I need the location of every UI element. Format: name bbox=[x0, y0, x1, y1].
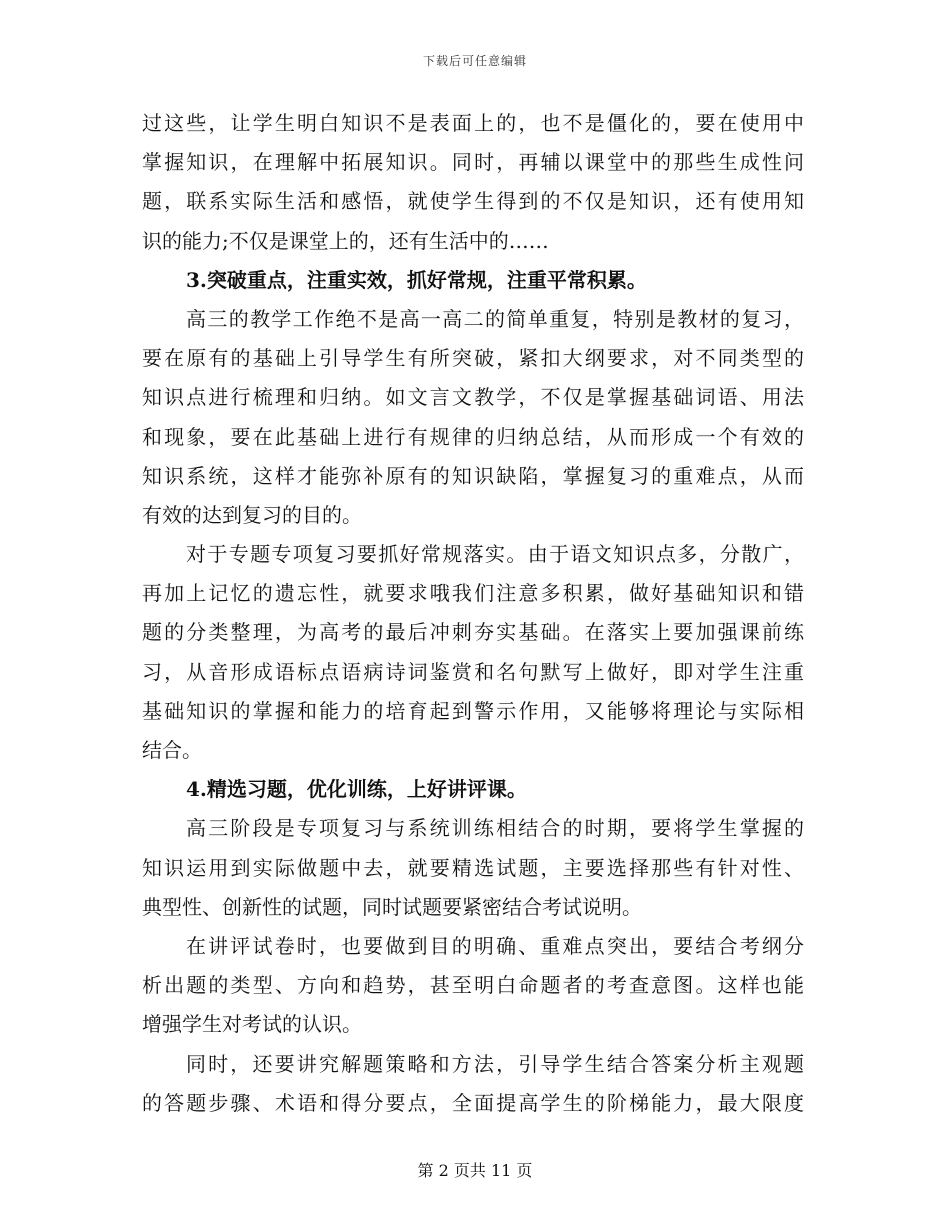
body-line: 习，从音形成语标点语病诗词鉴赏和名句默写上做好，即对学生注重 bbox=[142, 659, 804, 684]
document-body bbox=[142, 104, 804, 1123]
body-line: 要在原有的基础上引导学生有所突破，紧扣大纲要求，对不同类型的 bbox=[142, 346, 804, 371]
body-line: 高三阶段是专项复习与系统训练相结合的时期，要将学生掌握的 bbox=[186, 816, 804, 841]
body-line: 典型性、创新性的试题，同时试题要紧密结合考试说明。 bbox=[142, 894, 642, 919]
section-heading-4: 4.精选习题，优化训练，上好讲评课。 bbox=[186, 777, 527, 802]
section-heading-3: 3.突破重点，注重实效，抓好常规，注重平常积累。 bbox=[186, 267, 647, 292]
body-line: 知识系统，这样才能弥补原有的知识缺陷，掌握复习的重难点，从而 bbox=[142, 463, 804, 488]
body-line: 对于专题专项复习要抓好常规落实。由于语文知识点多，分散广， bbox=[186, 542, 804, 567]
body-line: 再加上记忆的遗忘性，就要求哦我们注意多积累，做好基础知识和错 bbox=[142, 581, 804, 606]
body-line: 和现象，要在此基础上进行有规律的归纳总结，从而形成一个有效的 bbox=[142, 424, 804, 449]
body-line: 基础知识的掌握和能力的培育起到警示作用，又能够将理论与实际相 bbox=[142, 698, 804, 723]
page-header-note: 下载后可任意编辑 bbox=[422, 54, 527, 68]
body-line: 过这些，让学生明白知识不是表面上的，也不是僵化的，要在使用中 bbox=[142, 111, 804, 135]
body-line: 知识运用到实际做题中去，就要精选试题，主要选择那些有针对性、 bbox=[142, 855, 804, 880]
body-line: 同时，还要讲究解题策略和方法，引导学生结合答案分析主观题 bbox=[186, 1051, 804, 1076]
body-line: 掌握知识，在理解中拓展知识。同时，再辅以课堂中的那些生成性问 bbox=[142, 150, 804, 175]
body-line: 有效的达到复习的目的。 bbox=[142, 502, 362, 527]
page-number-footer: 第 2 页共 11 页 bbox=[417, 1161, 533, 1180]
body-line: 知识点进行梳理和归纳。如文言文教学，不仅是掌握基础词语、用法 bbox=[142, 385, 804, 410]
body-line: 的答题步骤、术语和得分要点，全面提高学生的阶梯能力，最大限度 bbox=[142, 1090, 804, 1115]
body-line: 识的能力;不仅是课堂上的，还有生活中的…… bbox=[142, 228, 549, 253]
body-line: 在讲评试卷时，也要做到目的明确、重难点突出，要结合考纲分 bbox=[186, 933, 804, 958]
body-line: 结合。 bbox=[142, 738, 202, 762]
body-line: 析出题的类型、方向和趋势，甚至明白命题者的考查意图。这样也能 bbox=[142, 973, 804, 998]
body-line: 高三的教学工作绝不是高一高二的简单重复，特别是教材的复习， bbox=[186, 306, 804, 331]
body-line: 题的分类整理，为高考的最后冲刺夯实基础。在落实上要加强课前练 bbox=[142, 620, 804, 645]
body-line: 增强学生对考试的认识。 bbox=[142, 1012, 362, 1037]
body-line: 题，联系实际生活和感悟，就使学生得到的不仅是知识，还有使用知 bbox=[142, 189, 804, 214]
